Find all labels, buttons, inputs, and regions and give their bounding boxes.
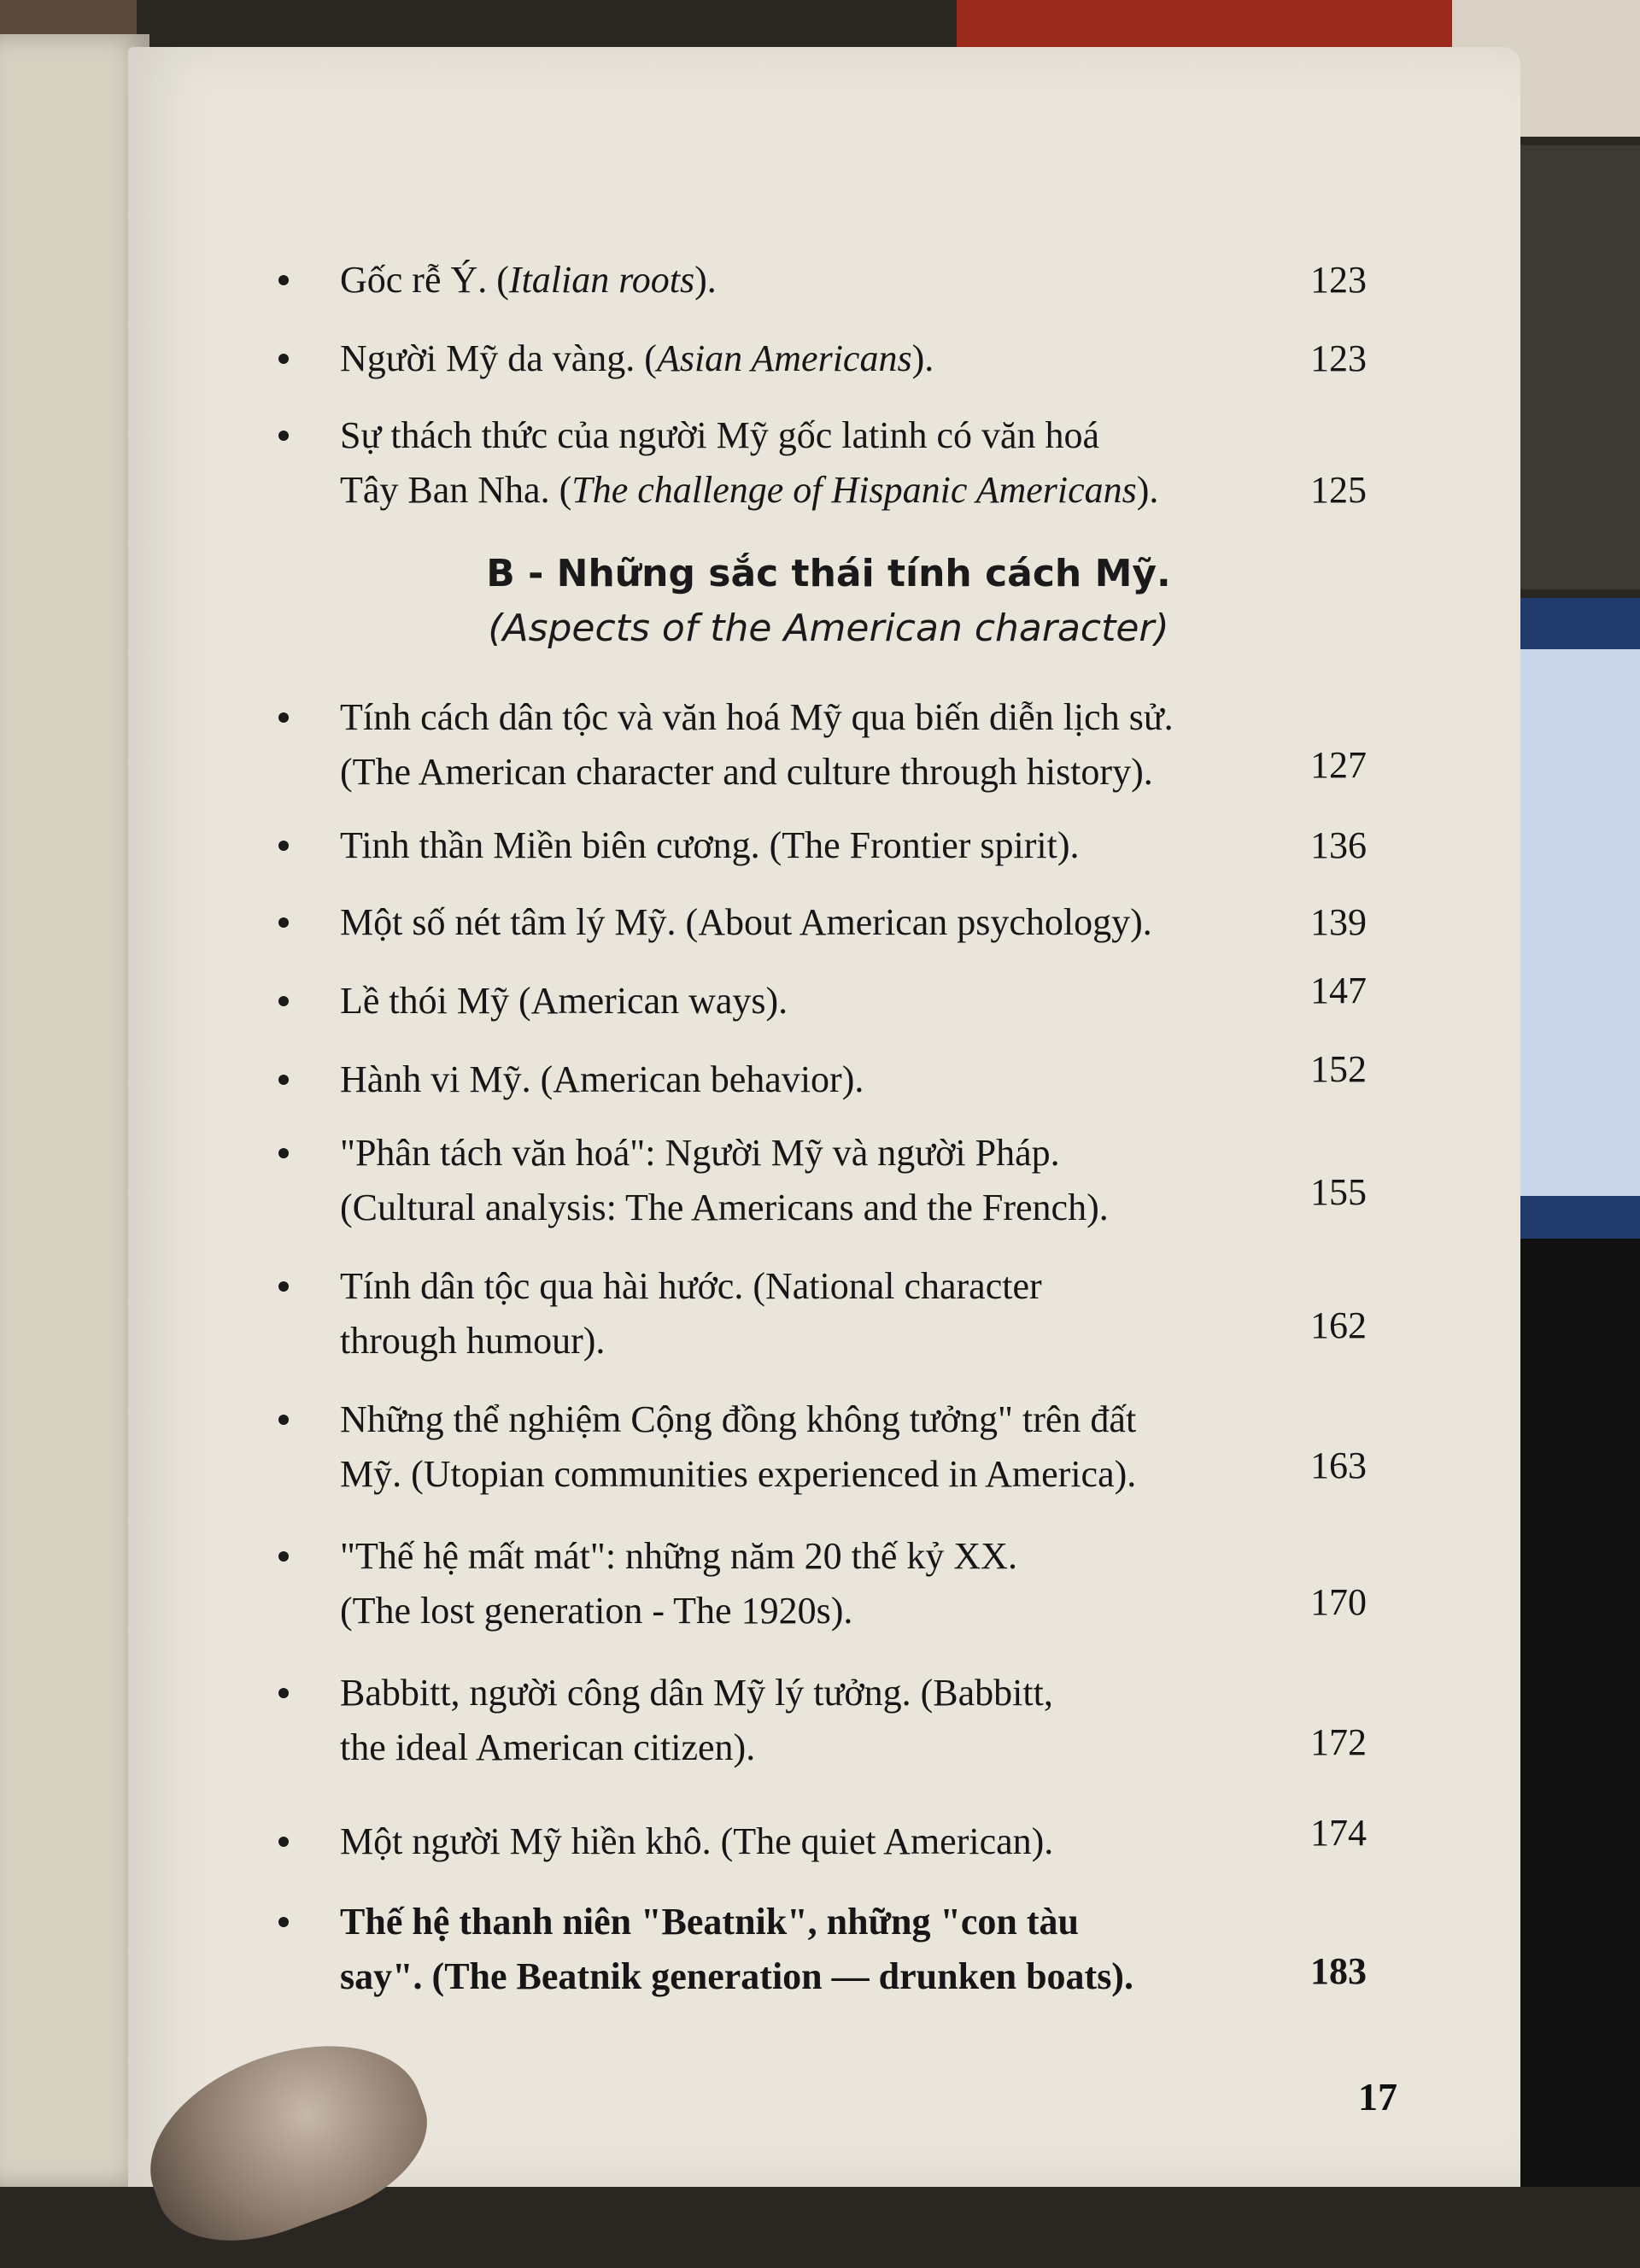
bullet-icon bbox=[278, 1688, 289, 1698]
entry-page: 174 bbox=[1310, 1812, 1367, 1854]
entry-title: "Phân tách văn hoá": Người Mỹ và người Pháp. bbox=[340, 1132, 1060, 1174]
page-number: 17 bbox=[1358, 2075, 1397, 2119]
entry-title: Tính cách dân tộc và văn hoá Mỹ qua biến diễn lịch sử. bbox=[340, 696, 1174, 738]
section-subtitle: (Aspects of the American character) bbox=[488, 607, 1169, 650]
bullet-icon bbox=[278, 712, 289, 723]
entry-page: 123 bbox=[1310, 337, 1367, 379]
entry-title-line2: say". (The Beatnik generation — drunken boats). bbox=[340, 1955, 1133, 1997]
bullet-icon bbox=[278, 1837, 289, 1847]
entry-title-line2: (The lost generation - The 1920s). bbox=[340, 1590, 853, 1632]
entry-title-line2: Tây Ban Nha. (The challenge of Hispanic Americans). bbox=[340, 469, 1159, 511]
bullet-icon bbox=[278, 1281, 289, 1292]
entry-title-line2: Mỹ. (Utopian communities experienced in America). bbox=[340, 1453, 1137, 1495]
bullet-icon bbox=[278, 996, 289, 1006]
entry-page: 152 bbox=[1310, 1048, 1367, 1090]
left-page-edge bbox=[0, 34, 149, 2187]
entry-title: Lề thói Mỹ (American ways). bbox=[340, 980, 788, 1022]
section-heading bbox=[444, 547, 1213, 656]
entry-title: Sự thách thức của người Mỹ gốc latinh có văn hoá bbox=[340, 414, 1100, 456]
entry-page: 147 bbox=[1310, 970, 1367, 1011]
entry-title: Tinh thần Miền biên cương. (The Frontier spirit). bbox=[340, 824, 1080, 866]
entry-page: 127 bbox=[1310, 744, 1367, 786]
entry-page: 163 bbox=[1310, 1445, 1367, 1486]
entry-page: 183 bbox=[1310, 1950, 1367, 1992]
entry-title-line2: (The American character and culture through history). bbox=[340, 751, 1153, 793]
bullet-icon bbox=[278, 431, 289, 441]
entry-title: Tính dân tộc qua hài hước. (National character bbox=[340, 1265, 1042, 1307]
entry-title-line2: through humour). bbox=[340, 1320, 606, 1362]
entry-page: 172 bbox=[1310, 1721, 1367, 1763]
bullet-icon bbox=[278, 1415, 289, 1425]
section-title: B - Những sắc thái tính cách Mỹ. bbox=[486, 552, 1171, 595]
bullet-icon bbox=[278, 1148, 289, 1158]
bullet-icon bbox=[278, 275, 289, 285]
entry-title-line2: the ideal American citizen). bbox=[340, 1726, 756, 1768]
background-monitor-screen bbox=[1520, 649, 1640, 1196]
entry-page: 155 bbox=[1310, 1171, 1367, 1213]
entry-title: "Thế hệ mất mát": những năm 20 thế kỷ XX. bbox=[340, 1535, 1017, 1577]
entry-page: 170 bbox=[1310, 1581, 1367, 1623]
entry-title: Thế hệ thanh niên "Beatnik", những "con tàu bbox=[340, 1901, 1080, 1943]
entry-page: 123 bbox=[1310, 259, 1367, 301]
background-shelf bbox=[1503, 145, 1640, 589]
bullet-icon bbox=[278, 354, 289, 364]
entry-title: Một người Mỹ hiền khô. (The quiet American). bbox=[340, 1820, 1054, 1862]
entry-title: Người Mỹ da vàng. (Asian Americans). bbox=[340, 337, 934, 379]
background-desk bbox=[1503, 1239, 1640, 2187]
entry-page: 136 bbox=[1310, 824, 1367, 866]
entry-title: Những thể nghiệm Cộng đồng không tưởng" trên đất bbox=[340, 1398, 1137, 1440]
entry-page: 125 bbox=[1310, 469, 1367, 511]
entry-title: Hành vi Mỹ. (American behavior). bbox=[340, 1058, 864, 1100]
entry-title: Một số nét tâm lý Mỹ. (About American psychology). bbox=[340, 901, 1152, 943]
bullet-icon bbox=[278, 1551, 289, 1562]
entry-title-line2: (Cultural analysis: The Americans and the French). bbox=[340, 1187, 1109, 1228]
bullet-icon bbox=[278, 917, 289, 928]
bullet-icon bbox=[278, 1917, 289, 1927]
bullet-icon bbox=[278, 1075, 289, 1085]
entry-page: 162 bbox=[1310, 1304, 1367, 1346]
entry-title: Babbitt, người công dân Mỹ lý tưởng. (Babbitt, bbox=[340, 1672, 1053, 1714]
entry-page: 139 bbox=[1310, 901, 1367, 943]
bullet-icon bbox=[278, 841, 289, 851]
entry-title: Gốc rễ Ý. (Italian roots). bbox=[340, 259, 717, 301]
